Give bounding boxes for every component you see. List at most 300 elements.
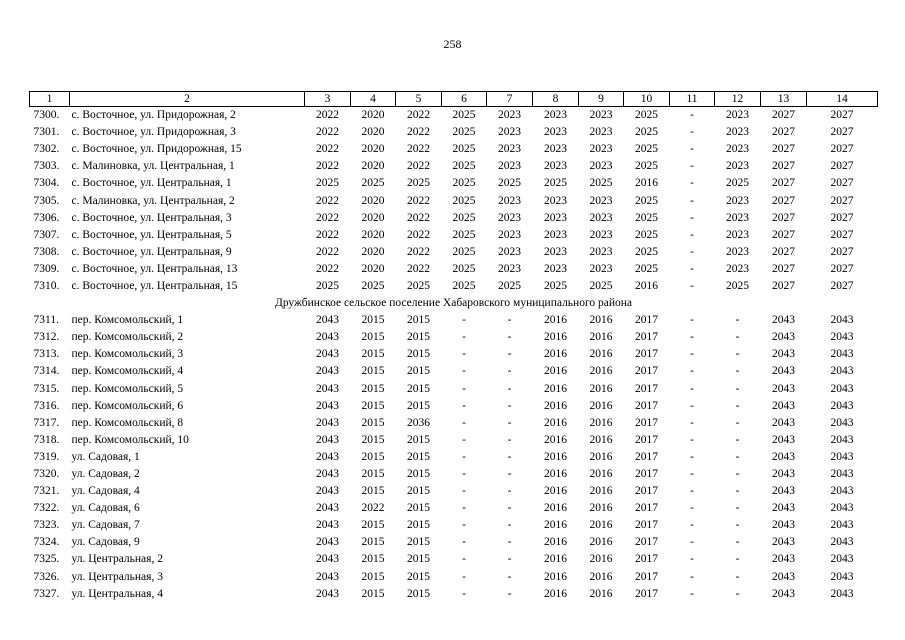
- table-row: [30, 381, 878, 398]
- year-cell: 2025: [635, 143, 658, 156]
- year-cell: 2025: [361, 279, 385, 292]
- year-cell: -: [507, 331, 512, 344]
- year-cell: 2017: [635, 331, 658, 344]
- address-cell: с. Восточное, ул. Придорожная, 15: [71, 143, 242, 156]
- year-cell: 2027: [830, 109, 854, 122]
- year-cell: 2027: [830, 228, 854, 241]
- year-cell: 2023: [498, 194, 521, 207]
- row-number: 7310.: [33, 279, 60, 292]
- year-cell: 2027: [772, 126, 795, 139]
- year-cell: 2022: [407, 143, 430, 156]
- year-cell: 2015: [407, 519, 430, 532]
- year-cell: 2016: [589, 416, 613, 429]
- year-cell: 2016: [589, 399, 613, 412]
- year-cell: -: [690, 468, 694, 481]
- year-cell: 2043: [316, 502, 339, 515]
- year-cell: 2015: [361, 450, 385, 463]
- year-cell: 2043: [772, 331, 795, 344]
- year-cell: 2043: [316, 450, 339, 463]
- year-cell: 2043: [830, 331, 854, 344]
- year-cell: 2043: [316, 331, 339, 344]
- year-cell: 2017: [635, 348, 658, 361]
- year-cell: 2025: [635, 194, 658, 207]
- year-cell: -: [735, 348, 740, 361]
- year-cell: 2022: [316, 126, 339, 139]
- year-cell: 2043: [772, 399, 795, 412]
- year-cell: 2043: [830, 433, 854, 446]
- row-number: 7325.: [33, 553, 60, 566]
- year-cell: 2022: [316, 228, 339, 241]
- year-cell: 2023: [589, 126, 613, 139]
- year-cell: 2023: [589, 245, 613, 258]
- year-cell: 2025: [452, 279, 476, 292]
- year-cell: 2043: [830, 570, 854, 583]
- section-title: Дружбинское сельское поселение Хабаровского муниципального района: [274, 297, 633, 310]
- address-cell: с. Восточное, ул. Центральная, 5: [71, 228, 232, 241]
- year-cell: 2043: [316, 382, 339, 395]
- row-number: 7321.: [33, 485, 60, 498]
- year-cell: 2025: [361, 177, 385, 190]
- year-cell: 2016: [544, 485, 567, 498]
- year-cell: -: [735, 399, 740, 412]
- year-cell: 2022: [316, 262, 339, 275]
- year-cell: 2015: [407, 382, 430, 395]
- year-cell: 2023: [726, 211, 749, 224]
- year-cell: 2017: [635, 314, 658, 327]
- year-cell: 2027: [830, 279, 854, 292]
- year-cell: 2016: [544, 331, 567, 344]
- year-cell: 2016: [544, 399, 567, 412]
- column-header: 12: [715, 92, 761, 107]
- year-cell: 2020: [361, 211, 385, 224]
- year-cell: 2043: [316, 553, 339, 566]
- year-cell: 2016: [589, 433, 613, 446]
- row-number: 7313.: [33, 348, 60, 361]
- column-header: 9: [579, 92, 624, 107]
- year-cell: 2025: [452, 194, 476, 207]
- year-cell: 2043: [830, 502, 854, 515]
- year-cell: 2025: [635, 126, 658, 139]
- year-cell: 2023: [498, 228, 521, 241]
- table-row: [30, 466, 878, 483]
- address-cell: с. Восточное, ул. Придорожная, 3: [71, 126, 236, 139]
- address-cell: пер. Комсомольский, 1: [71, 314, 184, 327]
- year-cell: 2015: [407, 570, 430, 583]
- year-cell: 2017: [635, 587, 658, 600]
- year-cell: 2023: [589, 262, 613, 275]
- year-cell: -: [690, 519, 694, 532]
- year-cell: -: [690, 228, 694, 241]
- address-cell: с. Восточное, ул. Центральная, 3: [71, 211, 232, 224]
- year-cell: 2043: [830, 587, 854, 600]
- year-cell: -: [462, 348, 466, 361]
- year-cell: -: [690, 450, 694, 463]
- year-cell: -: [735, 570, 740, 583]
- row-number: 7307.: [33, 228, 60, 241]
- year-cell: 2027: [830, 194, 854, 207]
- table-row: [30, 534, 878, 551]
- column-header: 6: [442, 92, 487, 107]
- year-cell: 2027: [830, 262, 854, 275]
- table-row: [30, 261, 878, 278]
- year-cell: 2027: [830, 177, 854, 190]
- column-header: 11: [670, 92, 715, 107]
- year-cell: 2025: [635, 262, 658, 275]
- year-cell: 2015: [361, 485, 385, 498]
- year-cell: -: [690, 211, 694, 224]
- table-row: [30, 210, 878, 227]
- year-cell: 2043: [772, 536, 795, 549]
- year-cell: 2020: [361, 160, 385, 173]
- year-cell: -: [735, 331, 740, 344]
- year-cell: -: [690, 485, 694, 498]
- year-cell: 2016: [589, 570, 613, 583]
- year-cell: 2016: [589, 536, 613, 549]
- year-cell: 2017: [635, 468, 658, 481]
- year-cell: -: [507, 587, 512, 600]
- year-cell: 2020: [361, 262, 385, 275]
- year-cell: 2043: [772, 502, 795, 515]
- table-row: [30, 398, 878, 415]
- year-cell: 2027: [772, 160, 795, 173]
- year-cell: 2017: [635, 570, 658, 583]
- year-cell: 2023: [589, 143, 613, 156]
- year-cell: 2043: [316, 570, 339, 583]
- year-cell: -: [462, 553, 466, 566]
- address-cell: пер. Комсомольский, 8: [71, 416, 184, 429]
- year-cell: 2025: [498, 279, 521, 292]
- year-cell: 2027: [772, 262, 795, 275]
- year-cell: 2025: [452, 177, 476, 190]
- header-row: [30, 92, 878, 107]
- year-cell: 2015: [407, 314, 430, 327]
- year-cell: 2027: [830, 143, 854, 156]
- year-cell: -: [735, 450, 740, 463]
- address-cell: пер. Комсомольский, 2: [71, 331, 184, 344]
- year-cell: 2016: [544, 536, 567, 549]
- year-cell: 2025: [498, 177, 521, 190]
- year-cell: 2025: [452, 262, 476, 275]
- year-cell: 2043: [830, 450, 854, 463]
- column-header: 1: [30, 92, 70, 107]
- year-cell: 2015: [361, 382, 385, 395]
- year-cell: 2022: [407, 160, 430, 173]
- year-cell: -: [690, 399, 694, 412]
- year-cell: 2043: [316, 485, 339, 498]
- year-cell: -: [462, 331, 466, 344]
- address-cell: ул. Садовая, 7: [71, 519, 140, 532]
- row-number: 7303.: [33, 160, 60, 173]
- year-cell: 2017: [635, 450, 658, 463]
- year-cell: 2020: [361, 109, 385, 122]
- row-number: 7318.: [33, 433, 60, 446]
- year-cell: 2025: [407, 177, 430, 190]
- address-cell: ул. Садовая, 2: [71, 468, 140, 481]
- year-cell: 2015: [407, 485, 430, 498]
- year-cell: 2043: [316, 365, 339, 378]
- year-cell: 2043: [772, 587, 795, 600]
- year-cell: -: [690, 109, 694, 122]
- row-number: 7306.: [33, 211, 60, 224]
- address-cell: с. Малиновка, ул. Центральная, 1: [71, 160, 235, 173]
- year-cell: 2023: [726, 126, 749, 139]
- year-cell: 2016: [635, 279, 658, 292]
- year-cell: 2043: [830, 416, 854, 429]
- year-cell: -: [507, 314, 512, 327]
- year-cell: 2015: [361, 553, 385, 566]
- year-cell: 2043: [772, 382, 795, 395]
- year-cell: 2025: [407, 279, 430, 292]
- year-cell: 2022: [316, 211, 339, 224]
- year-cell: 2017: [635, 553, 658, 566]
- address-cell: пер. Комсомольский, 3: [71, 348, 184, 361]
- year-cell: 2023: [498, 160, 521, 173]
- year-cell: 2027: [830, 126, 854, 139]
- table-row: [30, 586, 878, 603]
- year-cell: 2015: [407, 365, 430, 378]
- year-cell: 2015: [361, 348, 385, 361]
- year-cell: 2043: [830, 553, 854, 566]
- table-row: [30, 449, 878, 466]
- year-cell: 2043: [316, 348, 339, 361]
- year-cell: 2043: [830, 485, 854, 498]
- year-cell: 2015: [361, 587, 385, 600]
- year-cell: 2016: [589, 502, 613, 515]
- year-cell: 2016: [544, 519, 567, 532]
- year-cell: 2022: [407, 211, 430, 224]
- year-cell: 2027: [772, 109, 795, 122]
- row-number: 7324.: [33, 536, 60, 549]
- year-cell: 2025: [635, 211, 658, 224]
- year-cell: 2027: [772, 177, 795, 190]
- year-cell: -: [735, 382, 740, 395]
- year-cell: -: [462, 365, 466, 378]
- year-cell: 2017: [635, 502, 658, 515]
- year-cell: 2027: [830, 211, 854, 224]
- year-cell: 2015: [407, 553, 430, 566]
- year-cell: 2023: [544, 194, 567, 207]
- row-number: 7316.: [33, 399, 60, 412]
- address-cell: с. Восточное, ул. Придорожная, 2: [71, 109, 236, 122]
- year-cell: 2017: [635, 365, 658, 378]
- year-cell: 2043: [772, 485, 795, 498]
- year-cell: 2023: [544, 109, 567, 122]
- year-cell: -: [690, 587, 694, 600]
- year-cell: 2043: [830, 382, 854, 395]
- year-cell: 2016: [544, 365, 567, 378]
- year-cell: 2016: [589, 587, 613, 600]
- year-cell: 2043: [316, 433, 339, 446]
- address-cell: ул. Центральная, 4: [71, 587, 163, 600]
- table-body: [30, 107, 878, 603]
- address-cell: ул. Садовая, 6: [71, 502, 140, 515]
- year-cell: 2043: [772, 314, 795, 327]
- year-cell: 2022: [407, 228, 430, 241]
- row-number: 7311.: [33, 314, 59, 327]
- year-cell: 2027: [772, 211, 795, 224]
- schedule-table: [29, 91, 878, 603]
- year-cell: 2016: [544, 570, 567, 583]
- year-cell: 2043: [772, 519, 795, 532]
- year-cell: 2015: [407, 433, 430, 446]
- row-number: 7302.: [33, 143, 60, 156]
- column-header: 13: [761, 92, 807, 107]
- year-cell: 2036: [407, 416, 430, 429]
- year-cell: -: [507, 399, 512, 412]
- year-cell: -: [735, 468, 740, 481]
- year-cell: 2023: [589, 228, 613, 241]
- row-number: 7320.: [33, 468, 60, 481]
- table-row: [30, 415, 878, 432]
- year-cell: 2016: [589, 314, 613, 327]
- year-cell: 2025: [544, 279, 567, 292]
- year-cell: -: [690, 416, 694, 429]
- row-number: 7301.: [33, 126, 60, 139]
- column-header: 5: [396, 92, 442, 107]
- year-cell: -: [462, 450, 466, 463]
- year-cell: -: [735, 536, 740, 549]
- year-cell: 2015: [407, 450, 430, 463]
- year-cell: -: [690, 331, 694, 344]
- year-cell: 2016: [544, 382, 567, 395]
- year-cell: 2022: [316, 245, 339, 258]
- year-cell: 2027: [772, 245, 795, 258]
- year-cell: -: [735, 587, 740, 600]
- table-row: [30, 329, 878, 346]
- row-number: 7319.: [33, 450, 60, 463]
- year-cell: 2016: [544, 433, 567, 446]
- year-cell: -: [690, 279, 694, 292]
- address-cell: ул. Центральная, 2: [71, 553, 163, 566]
- year-cell: 2016: [589, 382, 613, 395]
- year-cell: 2016: [544, 587, 567, 600]
- year-cell: 2023: [544, 211, 567, 224]
- year-cell: 2016: [544, 416, 567, 429]
- year-cell: 2043: [772, 450, 795, 463]
- table-row: [30, 244, 878, 261]
- year-cell: 2027: [772, 143, 795, 156]
- column-header: 14: [807, 92, 878, 107]
- year-cell: 2043: [772, 433, 795, 446]
- year-cell: 2023: [498, 143, 521, 156]
- row-number: 7322.: [33, 502, 60, 515]
- column-header: 3: [305, 92, 351, 107]
- year-cell: 2016: [544, 450, 567, 463]
- year-cell: 2043: [772, 553, 795, 566]
- address-cell: ул. Садовая, 4: [71, 485, 140, 498]
- year-cell: 2023: [589, 211, 613, 224]
- year-cell: 2043: [830, 348, 854, 361]
- year-cell: 2025: [589, 177, 613, 190]
- year-cell: 2043: [830, 519, 854, 532]
- year-cell: -: [507, 502, 512, 515]
- year-cell: 2022: [361, 502, 385, 515]
- year-cell: -: [735, 502, 740, 515]
- year-cell: -: [507, 416, 512, 429]
- year-cell: -: [690, 314, 694, 327]
- year-cell: -: [690, 553, 694, 566]
- year-cell: 2043: [316, 536, 339, 549]
- year-cell: 2022: [316, 194, 339, 207]
- year-cell: 2020: [361, 126, 385, 139]
- column-header: 2: [70, 92, 305, 107]
- address-cell: ул. Садовая, 9: [71, 536, 140, 549]
- year-cell: 2017: [635, 519, 658, 532]
- address-cell: с. Восточное, ул. Центральная, 1: [71, 177, 232, 190]
- year-cell: 2043: [772, 570, 795, 583]
- year-cell: 2023: [726, 245, 749, 258]
- year-cell: -: [507, 553, 512, 566]
- year-cell: 2016: [589, 485, 613, 498]
- year-cell: -: [462, 399, 466, 412]
- row-number: 7305.: [33, 194, 60, 207]
- year-cell: 2023: [544, 143, 567, 156]
- year-cell: 2027: [772, 279, 795, 292]
- year-cell: -: [507, 536, 512, 549]
- table-row: [30, 107, 878, 125]
- address-cell: с. Восточное, ул. Центральная, 13: [71, 262, 238, 275]
- year-cell: 2025: [452, 126, 476, 139]
- year-cell: -: [462, 502, 466, 515]
- year-cell: 2023: [544, 126, 567, 139]
- year-cell: -: [690, 160, 694, 173]
- year-cell: -: [507, 485, 512, 498]
- address-cell: с. Восточное, ул. Центральная, 9: [71, 245, 232, 258]
- year-cell: -: [462, 485, 466, 498]
- year-cell: 2025: [452, 228, 476, 241]
- year-cell: 2027: [830, 245, 854, 258]
- row-number: 7315.: [33, 382, 60, 395]
- table-row: [30, 363, 878, 380]
- year-cell: -: [690, 382, 694, 395]
- table-row: [30, 551, 878, 568]
- year-cell: 2017: [635, 536, 658, 549]
- address-cell: с. Восточное, ул. Центральная, 15: [71, 279, 238, 292]
- table-row: [30, 175, 878, 192]
- address-cell: пер. Комсомольский, 6: [71, 399, 184, 412]
- year-cell: -: [735, 433, 740, 446]
- year-cell: 2017: [635, 433, 658, 446]
- table-row: [30, 312, 878, 329]
- year-cell: 2015: [407, 468, 430, 481]
- table-row: [30, 278, 878, 295]
- row-number: 7312.: [33, 331, 60, 344]
- year-cell: -: [735, 485, 740, 498]
- year-cell: 2023: [589, 109, 613, 122]
- year-cell: -: [462, 536, 466, 549]
- year-cell: -: [507, 450, 512, 463]
- year-cell: -: [735, 365, 740, 378]
- year-cell: 2043: [772, 468, 795, 481]
- year-cell: 2015: [407, 348, 430, 361]
- year-cell: 2043: [316, 314, 339, 327]
- year-cell: 2023: [726, 109, 749, 122]
- year-cell: 2043: [772, 416, 795, 429]
- year-cell: 2027: [772, 194, 795, 207]
- row-number: 7326.: [33, 570, 60, 583]
- year-cell: -: [507, 570, 512, 583]
- year-cell: 2017: [635, 485, 658, 498]
- year-cell: 2015: [407, 502, 430, 515]
- year-cell: 2022: [316, 160, 339, 173]
- row-number: 7300.: [33, 109, 60, 122]
- year-cell: 2015: [361, 519, 385, 532]
- year-cell: -: [690, 177, 694, 190]
- year-cell: -: [690, 143, 694, 156]
- year-cell: 2022: [316, 143, 339, 156]
- row-number: 7323.: [33, 519, 60, 532]
- year-cell: -: [507, 382, 512, 395]
